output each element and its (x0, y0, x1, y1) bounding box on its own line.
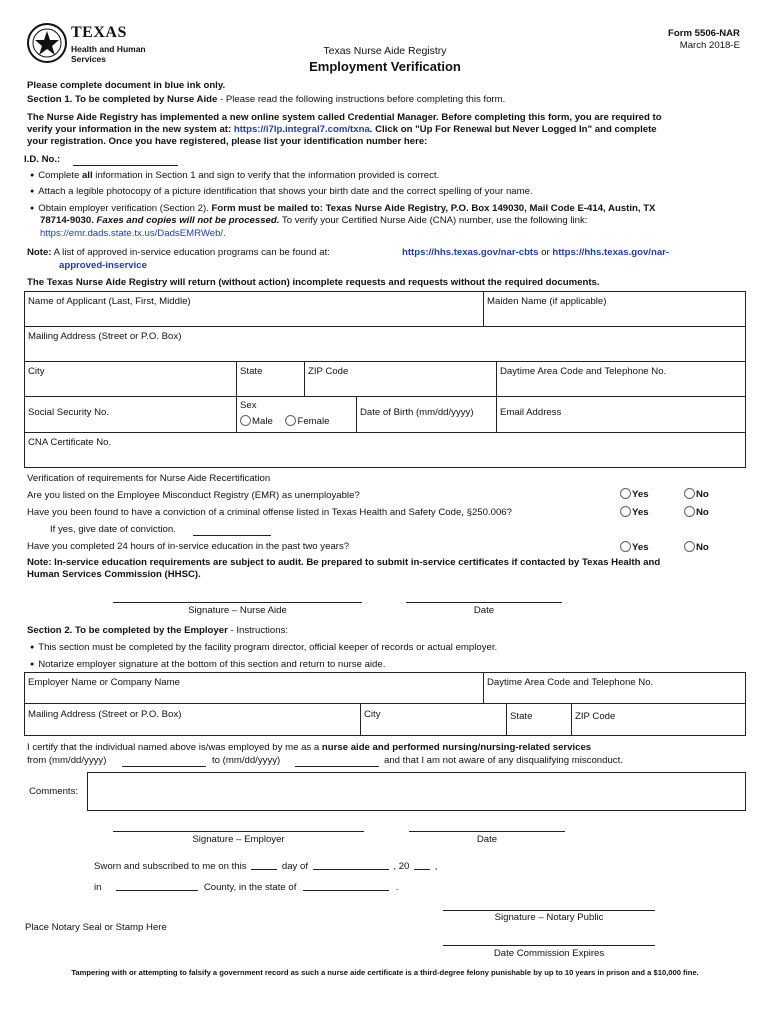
logo-agency: Health and Human Services (71, 44, 146, 64)
instruction-photo-id: ● Attach a legible photocopy of a picture identification that shows your birth date and the correct spelling of your name. (30, 186, 533, 199)
employer-phone-field[interactable]: Daytime Area Code and Telephone No. (484, 673, 745, 704)
comments-label: Comments: (29, 786, 79, 797)
sex-male-option[interactable]: Male (240, 416, 273, 427)
employment-from-field[interactable] (122, 766, 206, 767)
section1-heading: Section 1. To be completed by Nurse Aide - Please read the following instructions before completing this form. (27, 94, 506, 105)
inservice-no-radio[interactable] (684, 541, 695, 552)
mailing-address-field[interactable]: Mailing Address (Street or P.O. Box) (25, 327, 745, 362)
sworn-month-field[interactable] (313, 860, 389, 870)
applicant-info-grid (24, 291, 746, 468)
employment-dates-label: from (mm/dd/yyyy) (27, 755, 107, 766)
comments-box[interactable] (87, 772, 746, 811)
cna-certificate-field[interactable]: CNA Certificate No. (28, 437, 112, 448)
section2-instruction-1: ● This section must be completed by the facility program director, official keeper of records or actual employer. (30, 642, 497, 655)
sworn-year-field[interactable] (414, 860, 430, 870)
form-number: Form 5506-NAR (668, 28, 740, 39)
return-notice: The Texas Nurse Aide Registry will return (without action) incomplete requests and requests without the required documents. (27, 277, 600, 288)
maiden-name-field[interactable]: Maiden Name (if applicable) (484, 292, 745, 327)
commission-expires-line[interactable] (443, 945, 655, 946)
female-radio[interactable] (285, 415, 296, 426)
employer-mailing-field[interactable]: Mailing Address (Street or P.O. Box) (25, 704, 361, 735)
sworn-statement: Sworn and subscribed to me on this day of , 20 , (94, 861, 438, 872)
question-inservice: Have you completed 24 hours of in-service education in the past two years? (27, 541, 350, 552)
verification-heading: Verification of requirements for Nurse Aide Recertification (27, 473, 271, 484)
section2-heading: Section 2. To be completed by the Employer - Instructions: (27, 625, 289, 636)
employer-zip-field[interactable]: ZIP Code (575, 711, 616, 722)
page-title: Employment Verification (309, 59, 461, 74)
notary-signature-label: Signature – Notary Public (494, 912, 604, 923)
county-statement: in County, in the state of . (94, 882, 399, 893)
nurse-aide-signature-label: Signature – Nurse Aide (188, 605, 287, 616)
nar-approved-inservice-link[interactable]: https://hhs.texas.gov/nar- (552, 247, 670, 258)
misconduct-statement: and that I am not aware of any disqualifying misconduct. (384, 755, 623, 766)
emr-yes-radio[interactable] (620, 488, 631, 499)
nar-cbts-link[interactable]: https://hhs.texas.gov/nar-cbts (402, 247, 539, 258)
employer-signature-label: Signature – Employer (192, 834, 285, 845)
section2-instruction-2: ● Notarize employer signature at the bottom of this section and return to nurse aide. (30, 659, 385, 672)
tampering-warning: Tampering with or attempting to falsify a government record as such a nurse aide certificate is a third-degree felony punishable by up to 10 years in prison and a $10,000 fine. (71, 968, 699, 977)
logo-texas: TEXAS (71, 24, 127, 41)
employer-info-grid (24, 672, 746, 736)
employer-city-field[interactable]: City (361, 704, 507, 735)
credential-manager-link[interactable]: https://i7lp.integral7.com/txna (233, 124, 370, 135)
nar-approved-inservice-link-cont[interactable]: approved-inservice (59, 260, 147, 271)
employer-signature-line[interactable] (113, 831, 364, 832)
employment-to-label: to (mm/dd/yyyy) (212, 755, 281, 766)
certification-statement: I certify that the individual named above is/was employed by me as a nurse aide and performed nursing/nursing-related services (27, 742, 592, 753)
conviction-yes-radio[interactable] (620, 506, 631, 517)
texas-seal-icon (26, 22, 68, 64)
notary-seal-area: Place Notary Seal or Stamp Here (25, 922, 167, 933)
zip-field[interactable]: ZIP Code (305, 362, 497, 397)
nurse-aide-signature-line[interactable] (113, 602, 362, 603)
emr-no-radio[interactable] (684, 488, 695, 499)
blue-ink-instruction: Please complete document in blue ink only. (27, 80, 226, 91)
form-date: March 2018-E (679, 40, 740, 51)
inservice-no-option[interactable]: No (684, 541, 709, 554)
instruction-mail-cont: 78714-9030. Faxes and copies will not be processed. To verify your Certified Nurse Aide (CNA) number, use the following link: (40, 215, 588, 226)
county-field[interactable] (116, 881, 198, 891)
employer-name-field[interactable]: Employer Name or Company Name (25, 673, 484, 704)
state-field[interactable]: State (237, 362, 305, 397)
ssn-field[interactable]: Social Security No. (25, 397, 237, 433)
applicant-name-field[interactable]: Name of Applicant (Last, First, Middle) (25, 292, 484, 327)
dob-field[interactable]: Date of Birth (mm/dd/yyyy) (357, 397, 497, 433)
emr-no-option[interactable]: No (684, 488, 709, 501)
employer-state-field[interactable]: State (507, 704, 572, 735)
inservice-note: Note: A list of approved in-service education programs can be found at: (27, 247, 330, 258)
emr-yes-option[interactable]: Yes (620, 488, 649, 501)
conviction-date-field[interactable] (193, 535, 271, 536)
sworn-day-field[interactable] (251, 860, 277, 870)
phone-field[interactable]: Daytime Area Code and Telephone No. (497, 362, 745, 397)
state-of-field[interactable] (303, 881, 389, 891)
nurse-aide-date-label: Date (473, 605, 495, 616)
conviction-date-label: If yes, give date of conviction. (50, 524, 176, 535)
conviction-no-option[interactable]: No (684, 506, 709, 519)
registry-name: Texas Nurse Aide Registry (323, 45, 447, 57)
notary-signature-line[interactable] (443, 910, 655, 911)
conviction-yes-option[interactable]: Yes (620, 506, 649, 519)
sex-female-option[interactable]: Female (285, 416, 329, 427)
employer-date-line[interactable] (409, 831, 565, 832)
inservice-yes-option[interactable]: Yes (620, 541, 649, 554)
id-number-field[interactable] (73, 165, 178, 166)
employment-to-field[interactable] (295, 766, 379, 767)
male-radio[interactable] (240, 415, 251, 426)
credential-manager-paragraph: The Nurse Aide Registry has implemented a new online system called Credential Manager. Before completing this form, you are required to verify your information in the new system at: https://i7lp.integral7.com/txna. Click on "Up For Renewal but Never Logged In" and complete your registration. Once you have registered, please list your identification number here: (27, 112, 662, 147)
city-field[interactable]: City (25, 362, 237, 397)
instruction-mail: ● Obtain employer verification (Section 2). Form must be mailed to: Texas Nurse Aide Registry, P.O. Box 149030, Mail Code E-414, Austin, TX (30, 203, 730, 216)
inservice-yes-radio[interactable] (620, 541, 631, 552)
audit-note: Note: In-service education requirements are subject to audit. Be prepared to submit in-service certificates if contacted by Texas Health and Human Services Commission (HHSC). (27, 557, 661, 580)
nurse-aide-date-line[interactable] (406, 602, 562, 603)
email-field[interactable]: Email Address (497, 397, 745, 433)
id-number-label: I.D. No.: (24, 154, 61, 165)
employer-date-label: Date (476, 834, 498, 845)
emr-link[interactable]: https://emr.dads.state.tx.us/DadsEMRWeb/. (40, 228, 226, 239)
question-emr: Are you listed on the Employee Misconduct Registry (EMR) as unemployable? (27, 490, 360, 501)
question-conviction: Have you been found to have a conviction of a criminal offense listed in Texas Health and Safety Code, §250.006? (27, 507, 512, 518)
conviction-no-radio[interactable] (684, 506, 695, 517)
instruction-complete-all: ● Complete all information in Section 1 and sign to verify that the information provided is correct. (30, 170, 439, 183)
commission-expires-label: Date Commission Expires (493, 948, 605, 959)
inservice-links: https://hhs.texas.gov/nar-cbts or https://hhs.texas.gov/nar- (402, 247, 670, 258)
sex-field: Sex Male Female (237, 397, 357, 433)
